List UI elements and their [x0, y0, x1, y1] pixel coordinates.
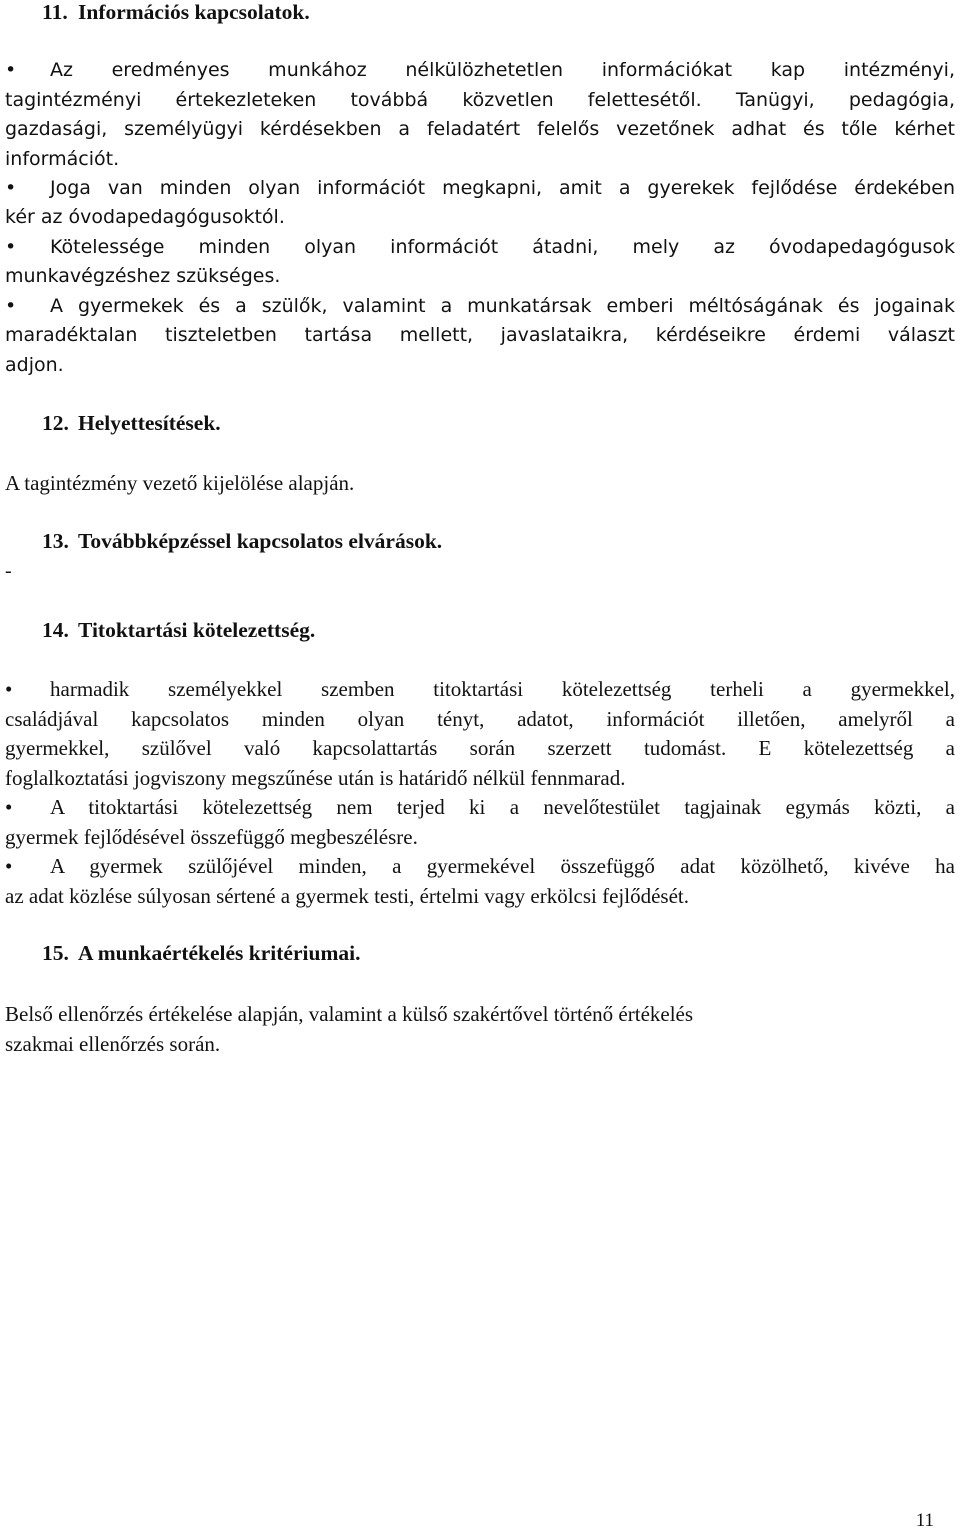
bullet: • — [5, 677, 13, 701]
page-number: 11 — [915, 1510, 934, 1531]
section-title: Információs kapcsolatok. — [78, 0, 310, 24]
section-title: Helyettesítések. — [78, 411, 221, 435]
paragraph-line: • Kötelessége minden olyan információt átadni, mely az óvodapedagógusok — [5, 233, 955, 262]
section-title: Titoktartási kötelezettség. — [78, 618, 316, 642]
bullet: • — [5, 177, 17, 199]
section-title: A munkaértékelés kritériumai. — [78, 941, 361, 965]
section-number: 11. — [42, 0, 68, 24]
paragraph-line: • A gyermekek és a szülők, valamint a munkatársak emberi méltóságának és jogainak — [5, 292, 955, 321]
dash-marker: - — [5, 560, 12, 582]
bullet: • — [5, 59, 17, 81]
section-heading-14 — [42, 618, 315, 643]
section-number: 13. — [42, 529, 69, 553]
section-number: 15. — [42, 941, 69, 965]
bullet: • — [5, 295, 17, 317]
paragraph-line: • A gyermek szülőjével minden, a gyermekével összefüggő adat közölhető, kivéve ha — [5, 852, 955, 881]
paragraph-line: az adat közlése súlyosan sértené a gyermek testi, értelmi vagy erkölcsi fejlődését. — [5, 884, 689, 908]
paragraph-line: szakmai ellenőrzés során. — [5, 1032, 221, 1056]
paragraph-line: kér az óvodapedagógusoktól. — [5, 206, 285, 228]
paragraph-line: • Az eredményes munkához nélkülözhetetlen információkat kap intézményi, — [5, 56, 955, 85]
paragraph-line: gyermek fejlődésével összefüggő megbeszélésre. — [5, 825, 418, 849]
section-title: Továbbképzéssel kapcsolatos elvárások. — [78, 529, 443, 553]
section-heading-12 — [42, 411, 221, 436]
bullet: • — [5, 795, 13, 819]
paragraph-line: maradéktalan tiszteletben tartása mellett, javaslataikra, kérdéseikre érdemi választ — [5, 324, 955, 346]
section-number: 12. — [42, 411, 69, 435]
section-number: 14. — [42, 618, 69, 642]
paragraph-line: tagintézményi értekezleteken továbbá közvetlen felettesétől. Tanügyi, pedagógia, — [5, 89, 955, 111]
paragraph-line: • Joga van minden olyan információt megkapni, amit a gyerekek fejlődése érdekében — [5, 174, 955, 203]
paragraph-line: gyermekkel, szülővel való kapcsolattartás során szerzett tudomást. E kötelezettség a — [5, 736, 955, 760]
paragraph-line: • A titoktartási kötelezettség nem terjed ki a nevelőtestület tagjainak egymás közti, a — [5, 793, 955, 822]
paragraph-line: Belső ellenőrzés értékelése alapján, valamint a külső szakértővel történő értékelés — [5, 1002, 694, 1026]
paragraph-line: családjával kapcsolatos minden olyan tényt, adatot, információt illetően, amelyről a — [5, 707, 955, 731]
paragraph-line: A tagintézmény vezető kijelölése alapján. — [5, 471, 355, 495]
paragraph-line: információt. — [5, 148, 120, 170]
paragraph-line: foglalkoztatási jogviszony megszűnése után is határidő nélkül fennmarad. — [5, 766, 626, 790]
paragraph-line: gazdasági, személyügyi kérdésekben a feladatért felelős vezetőnek adhat és tőle kérhet — [5, 118, 955, 140]
bullet: • — [5, 854, 13, 878]
section-heading-15 — [42, 941, 360, 966]
paragraph-line: adjon. — [5, 354, 64, 376]
bullet: • — [5, 236, 17, 258]
section-heading-11 — [42, 0, 310, 25]
paragraph-line: • harmadik személyekkel szemben titoktartási kötelezettség terheli a gyermekkel, — [5, 675, 955, 704]
section-heading-13 — [42, 529, 442, 554]
paragraph-line: munkavégzéshez szükséges. — [5, 265, 281, 287]
